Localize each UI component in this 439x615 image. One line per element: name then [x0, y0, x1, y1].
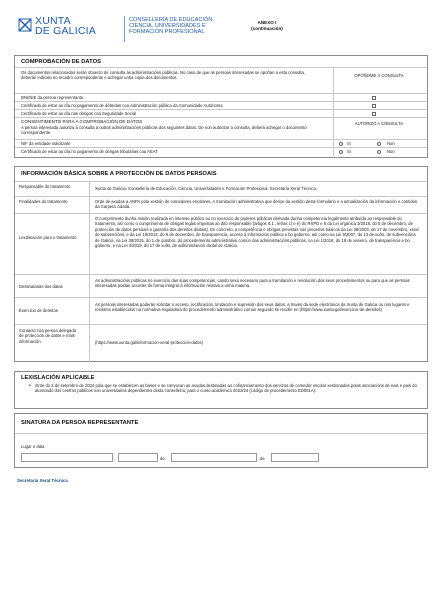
dept-line-3: FORMACIÓN PROFESIONAL: [129, 29, 205, 35]
verification-row-label: Certificado de estar ao día no pagamento de débedas coa Administración pública da Comunidade Autónoma: [21, 103, 223, 108]
data-verification-section: [14, 55, 428, 158]
oppose-checkbox[interactable]: [372, 104, 376, 108]
column-divider: [89, 214, 90, 275]
legislation-section: [14, 371, 428, 409]
legislation-text: Orde do 2 de setembro de 2024 pola que se establecen as bases e se convocan as axudas destinadas ao cofinanciamento dos servizos de comedor escolar xestionados polas asociacións de nais e pais do alumnado dos centros públicos non universitarios dependentes desta consellería, para o curso académico 2023/24 (código de procedemento ED001A).: [35, 383, 417, 394]
oppose-header: OPÓÑOME Á CONSULTA: [354, 73, 404, 78]
column-divider: [89, 182, 90, 197]
info-row: [15, 181, 427, 196]
logo-wordmark: [35, 16, 96, 36]
logo-line-2: DE GALICIA: [35, 25, 96, 37]
info-value: O cumprimento dunha misión realizada en interese público ou no exercicio de poderes públicos derivada dunha competencia legalmente atribuída ao responsable do tratamento, así como o cumprimento de obrigas legais impostas ao dito responsable (artigos 6.1., letras c) e e) do RXPD e 8 da Lei orgánica 3/2018, do 5 de decembro, de protección de datos persoais e garantía dos dereitos dixitais). En concreto, a competência e obrigas previstas nos procesos básicos da Lei 38/2003, do 17 de novembro, xeral de subvencións, e da Lei 19/2013, do 9 de decembro, de transparencia, acceso á información pública e bo goberno, así como na Lei 9/2007, do 13 de xuño, de subvencións de Galicia, na Lei 39/2015, do 1 de outubro, do procedemento administrativo común das administracións públicas, na Lei 1/2016, do 18 de xaneiro, de transparencia e bo goberno, e na Lei 4/2019, do 17 de xullo, de administración dixital de Galicia.: [95, 216, 419, 249]
authorize-yes-radio[interactable]: [339, 150, 343, 154]
info-key: Finalidades do tratamento: [19, 199, 68, 204]
info-key: Destinatarias dos datos: [19, 284, 63, 289]
column-divider: [333, 118, 334, 140]
info-key: Responsable do tratamento: [19, 184, 71, 189]
page-header: [18, 14, 428, 48]
day-field[interactable]: [118, 453, 158, 462]
divider: [15, 433, 427, 434]
column-divider: [89, 197, 90, 214]
data-protection-section: [14, 166, 428, 362]
consent-row-label: NIF da entidade solicitante: [21, 141, 71, 146]
month-field[interactable]: [171, 453, 257, 462]
dept-line-1: CONSELLERÍA DE EDUCACIÓN,: [129, 17, 214, 23]
info-value: As persoas interesadas poderán solicitar o acceso, rectificación, limitación e supresión dos seus datos, a través da sede electrónica da Xunta de Galicia ou nos lugares e rexistros establecidos na normativa reguladora do procedemento administrativo común segundo se recolle en (https://www.xunta.gal/exercicio-de-dereitos): [95, 302, 410, 313]
year-field[interactable]: [271, 453, 319, 462]
section-title: COMPROBACIÓN DE DATOS: [21, 59, 101, 65]
column-divider: [333, 148, 334, 158]
yes-label: Si: [347, 141, 351, 146]
annex-title: [222, 20, 312, 32]
column-divider: [89, 298, 90, 325]
verification-intro-row: [15, 67, 427, 93]
column-divider: [89, 275, 90, 298]
info-row: [15, 196, 427, 213]
info-key: Contacto coa persoa delegada de protección de datos e máis información: [19, 328, 77, 344]
place-field[interactable]: [21, 453, 116, 462]
oppose-checkbox[interactable]: [372, 96, 376, 100]
comma-separator: ,: [114, 456, 116, 461]
annex-label: ANEXO I: [257, 20, 277, 25]
consent-row: [15, 147, 427, 157]
xunta-emblem-icon: [18, 18, 32, 32]
section-title: INFORMACIÓN BÁSICA SOBRE A PROTECCIÓN DE DATOS PERSOAIS: [21, 171, 217, 177]
de-separator: de: [160, 456, 165, 461]
column-divider: [333, 68, 334, 94]
consent-header-row: [15, 117, 427, 139]
info-key: Exercicio de dereitos: [19, 308, 58, 313]
authorize-header: AUTORIZO A CONSULTA: [354, 121, 404, 126]
info-value: (https://www.xunta.gal/informacion-xeral-proteccion-datos): [95, 340, 203, 345]
place-date-label: Lugar e data: [21, 444, 45, 449]
info-row: [15, 274, 427, 297]
yes-label: Si: [347, 149, 351, 154]
consent-row-label: Certificado de estar ao día no pagamento de obrigas tributarias coa AEAT: [21, 149, 158, 154]
info-row: [15, 213, 427, 274]
info-value: Orde de axudas a ANPA pola xestión de comedores escolares. A tramitación administrativa que derive da xestión deste formulario e a actualización da información e contidos da Carpeta cidadá.: [95, 199, 418, 210]
authorize-yes-radio[interactable]: [339, 142, 343, 146]
verification-row: [15, 101, 427, 109]
dept-line-2: CIENCIA, UNIVERSIDADES E: [129, 23, 206, 29]
logo-divider: [124, 16, 125, 42]
verification-row-label: Certificado de estar ao día nas obrigas coa Seguridade Social: [21, 111, 136, 116]
info-value: As administracións públicas no exercicio das súas competencias, cando sexa necesario para a tramitación e resolución dos seus procedementos ou para que as persoas interesadas poidan acceder de forma integral á información relativa a unha materia.: [95, 278, 410, 289]
info-key: Lexitimación para o tratamento: [19, 235, 77, 240]
signature-section: [14, 413, 428, 468]
consent-block: [21, 119, 321, 136]
department-name: [129, 17, 214, 35]
logo-line-1: XUNTA: [35, 15, 71, 27]
verification-row: [15, 93, 427, 101]
column-divider: [89, 325, 90, 362]
bullet-icon: •: [29, 383, 31, 389]
section-title: LEXISLACIÓN APLICABLE: [21, 375, 95, 381]
verification-intro: Os documentos relacionados serán obxecto de consulta ás administracións públicas. No caso de que as persoas interesadas se opoñan a esta consulta, deberán indicalo no recadro correspondente e achegar unha copia dos documentos.: [21, 70, 305, 81]
no-label: Non: [387, 141, 395, 146]
consent-row: [15, 139, 427, 147]
footer-signatory: Secretaría Xeral Técnica: [17, 478, 68, 483]
de-separator: de: [260, 456, 265, 461]
consent-title: CONSENTIMENTO PARA A COMPROBACIÓN DE DATOS: [21, 119, 143, 124]
info-value: Xunta de Galicia. Consellería de Educación, Ciencia, Universidades e Formación Profesional. Secretaría Xeral Técnica.: [95, 186, 317, 191]
authorize-no-radio[interactable]: [377, 150, 381, 154]
xunta-logo: [18, 14, 118, 46]
info-row: [15, 297, 427, 324]
no-label: Non: [387, 149, 395, 154]
authorize-no-radio[interactable]: [377, 142, 381, 146]
section-title: SINATURA DA PERSOA REPRESENTANTE: [21, 420, 139, 426]
verification-row: [15, 109, 427, 117]
consent-text: A persoa interesada autoriza á consulta a outras administracións públicas dos seguintes datos. De non autorizar a consulta, deberá achegar o documento correspondente.: [21, 124, 307, 136]
annex-continuation: (continuación): [251, 26, 283, 31]
verification-row-label: DNI/NIE da persoa representante: [21, 95, 84, 100]
info-row: [15, 324, 427, 361]
oppose-checkbox[interactable]: [372, 112, 376, 116]
